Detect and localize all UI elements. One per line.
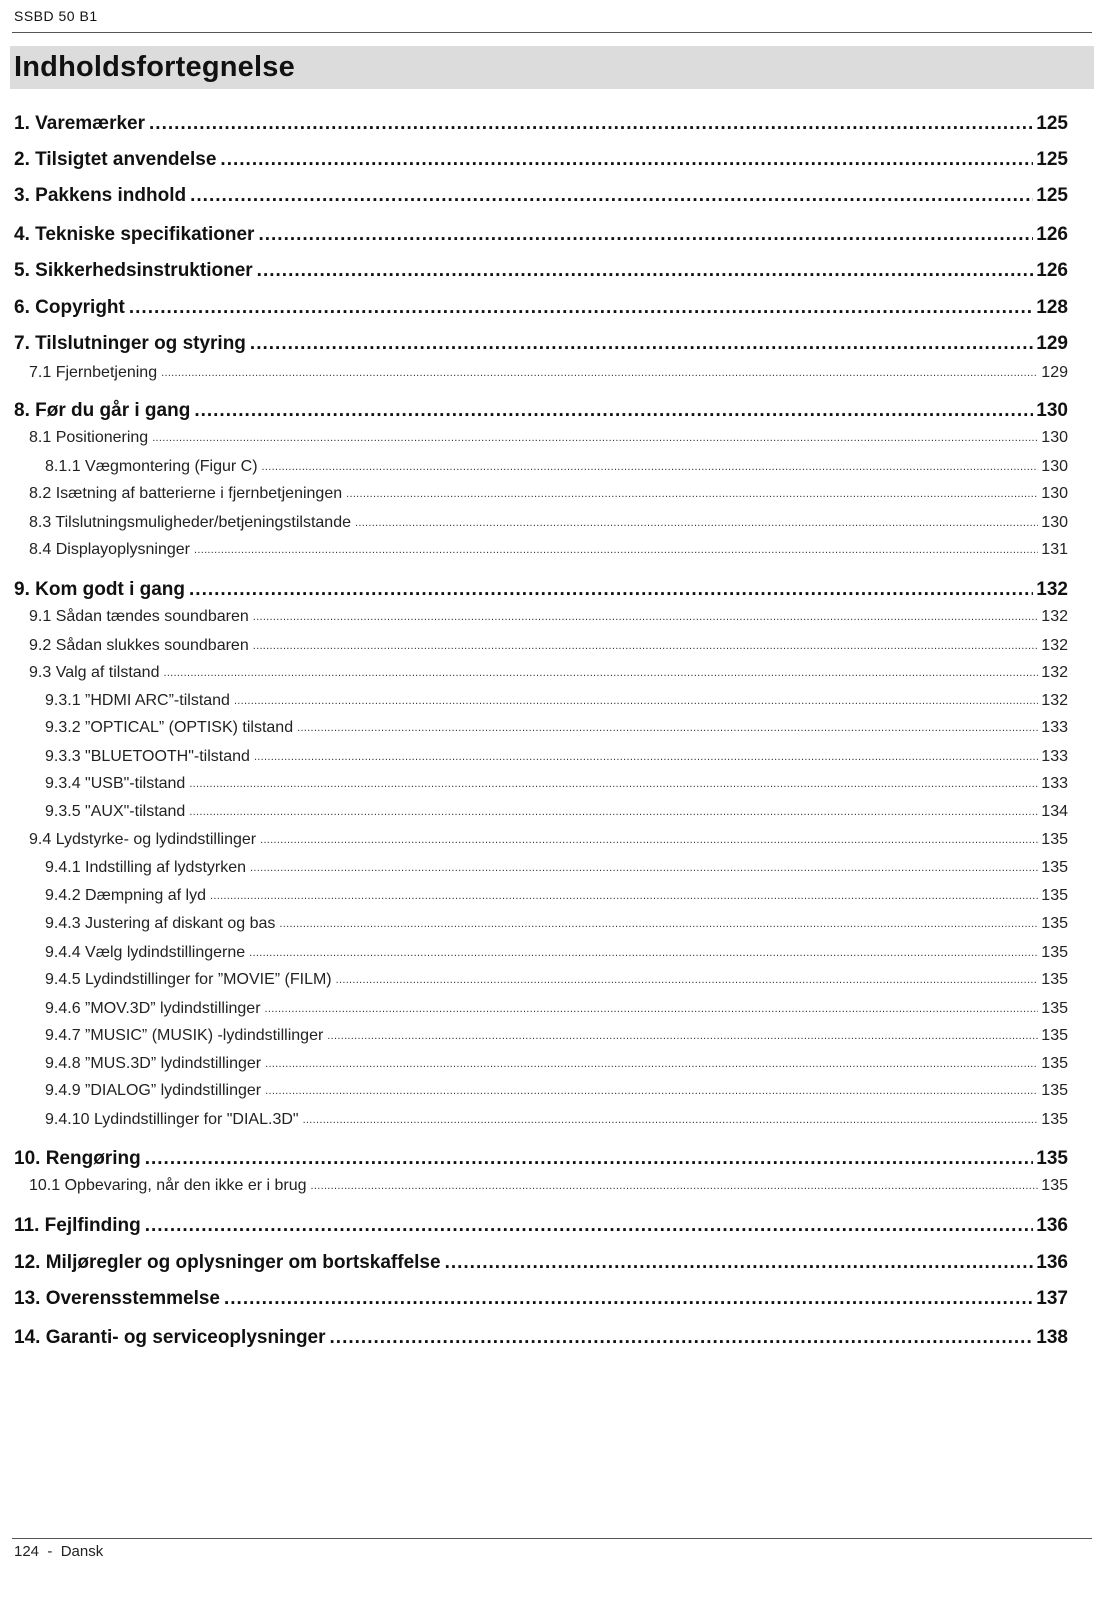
footer-language: Dansk bbox=[60, 1543, 104, 1560]
toc-entry[interactable] bbox=[45, 801, 1068, 823]
toc-entry-number: 5. bbox=[14, 260, 30, 281]
toc-entry-number: 8.3 bbox=[29, 514, 52, 531]
dot-leader bbox=[234, 690, 1038, 712]
dot-leader bbox=[145, 1148, 1034, 1170]
toc-entry-number: 12. bbox=[14, 1252, 41, 1273]
toc-entry-title: Tilslutningsmuligheder/betjeningstilstande bbox=[55, 514, 351, 531]
dot-leader bbox=[194, 400, 1033, 422]
toc-entry-label bbox=[29, 1175, 307, 1197]
toc-entry-title: ”MUSIC” (MUSIK) -lydindstillinger bbox=[85, 1027, 324, 1044]
header-divider bbox=[12, 32, 1092, 33]
toc-entry-page: 130 bbox=[1041, 458, 1068, 475]
toc-entry-number: 8.1 bbox=[29, 429, 52, 446]
toc-entry-title: Tilsigtet anvendelse bbox=[35, 149, 217, 170]
toc-entry-title: Vægmontering (Figur C) bbox=[85, 458, 258, 475]
toc-entry-label bbox=[45, 998, 261, 1020]
toc-entry-number: 7.1 bbox=[29, 364, 52, 381]
toc-entry-number: 9.2 bbox=[29, 637, 52, 654]
toc-entry-title: Fjernbetjening bbox=[55, 364, 158, 381]
page-title: Indholdsfortegnelse bbox=[14, 51, 295, 83]
toc-entry-title: Displayoplysninger bbox=[55, 541, 190, 558]
toc-entry-number: 9.4.3 bbox=[45, 915, 81, 932]
toc-entry-title: Pakkens indhold bbox=[35, 185, 187, 206]
dot-leader bbox=[250, 857, 1038, 879]
toc-entry-number: 9.4.7 bbox=[45, 1027, 81, 1044]
toc-entry-title: Kom godt i gang bbox=[35, 579, 186, 600]
toc-entry-title: Varemærker bbox=[35, 113, 146, 134]
toc-entry-number: 9.4.9 bbox=[45, 1082, 81, 1099]
dot-leader bbox=[327, 1025, 1038, 1047]
toc-entry-title: Miljøregler og oplysninger om bortskaffelse bbox=[45, 1252, 441, 1273]
toc-entry-title: "USB"-tilstand bbox=[85, 775, 186, 792]
document-code: SSBD 50 B1 bbox=[14, 8, 98, 24]
dot-leader bbox=[194, 539, 1038, 561]
toc-entry-page: 125 bbox=[1036, 113, 1068, 134]
dot-leader bbox=[265, 1053, 1038, 1075]
toc-entry-title: Sådan tændes soundbaren bbox=[55, 608, 249, 625]
toc-entry-page: 135 bbox=[1041, 944, 1068, 961]
toc-entry-label bbox=[14, 1148, 141, 1170]
toc-entry-title: Positionering bbox=[55, 429, 149, 446]
footer-page-number: 124 bbox=[14, 1543, 40, 1560]
toc-entry-title: ”OPTICAL” (OPTISK) tilstand bbox=[85, 719, 294, 736]
dot-leader bbox=[129, 297, 1033, 319]
toc-entry-page: 126 bbox=[1036, 260, 1068, 281]
toc-entry-label bbox=[29, 662, 159, 684]
toc-entry-page: 135 bbox=[1041, 887, 1068, 904]
toc-entry-title: Sikkerhedsinstruktioner bbox=[35, 260, 253, 281]
toc-entry[interactable] bbox=[29, 1175, 1068, 1197]
toc-entry-page: 135 bbox=[1041, 1111, 1068, 1128]
toc-entry-title: ”MOV.3D” lydindstillinger bbox=[85, 1000, 261, 1017]
toc-entry-number: 9.1 bbox=[29, 608, 52, 625]
toc-entry-title: Dæmpning af lyd bbox=[85, 887, 206, 904]
toc-entry[interactable] bbox=[45, 690, 1068, 712]
toc-entry-page: 130 bbox=[1036, 400, 1068, 421]
dot-leader bbox=[303, 1109, 1039, 1131]
dot-leader bbox=[189, 773, 1038, 795]
toc-entry-label bbox=[14, 149, 216, 171]
toc-entry[interactable] bbox=[45, 717, 1068, 739]
toc-entry-title: Lydstyrke- og lydindstillinger bbox=[55, 831, 257, 848]
toc-entry[interactable] bbox=[14, 1327, 1068, 1349]
toc-entry-number: 9.4.5 bbox=[45, 971, 81, 988]
toc-entry[interactable] bbox=[45, 885, 1068, 907]
toc-entry-label bbox=[29, 362, 157, 384]
toc-entry-label bbox=[45, 857, 246, 879]
toc-entry-page: 126 bbox=[1036, 224, 1068, 245]
toc-entry-label bbox=[45, 885, 206, 907]
dot-leader bbox=[330, 1327, 1034, 1349]
toc-entry-page: 130 bbox=[1041, 514, 1068, 531]
toc-entry-page: 136 bbox=[1036, 1215, 1068, 1236]
toc-entry-label bbox=[29, 635, 249, 657]
toc-entry[interactable] bbox=[29, 362, 1068, 384]
dot-leader bbox=[189, 579, 1033, 601]
toc-entry-page: 129 bbox=[1041, 364, 1068, 381]
dot-leader bbox=[210, 885, 1038, 907]
toc-entry-number: 8.1.1 bbox=[45, 458, 81, 475]
dot-leader bbox=[265, 998, 1039, 1020]
toc-entry-number: 9.4.6 bbox=[45, 1000, 81, 1017]
toc-entry-label bbox=[29, 427, 148, 449]
toc-entry-title: Lydindstillinger for ”MOVIE” (FILM) bbox=[85, 971, 332, 988]
toc-entry[interactable] bbox=[29, 662, 1068, 684]
toc-entry-number: 11. bbox=[14, 1215, 40, 1236]
toc-entry[interactable] bbox=[14, 579, 1068, 601]
toc-entry-label bbox=[29, 829, 256, 851]
toc-entry-title: Isætning af batterierne i fjernbetjeningen bbox=[55, 485, 343, 502]
dot-leader bbox=[355, 512, 1038, 534]
toc-entry-title: ”DIALOG” lydindstillinger bbox=[85, 1082, 262, 1099]
dot-leader bbox=[260, 829, 1038, 851]
toc-entry-number: 9.4.4 bbox=[45, 944, 81, 961]
toc-entry-page: 132 bbox=[1041, 608, 1068, 625]
toc-entry-page: 130 bbox=[1041, 485, 1068, 502]
toc-entry-label bbox=[14, 1252, 441, 1274]
toc-entry-number: 9.3.5 bbox=[45, 803, 81, 820]
toc-entry-page: 133 bbox=[1041, 719, 1068, 736]
toc-entry[interactable] bbox=[45, 942, 1068, 964]
toc-entry-title: Rengøring bbox=[45, 1148, 141, 1169]
dot-leader bbox=[152, 427, 1038, 449]
toc-entry[interactable] bbox=[14, 1215, 1068, 1237]
dot-leader bbox=[190, 185, 1033, 207]
toc-entry[interactable] bbox=[45, 998, 1068, 1020]
toc-entry-title: "AUX"-tilstand bbox=[85, 803, 186, 820]
dot-leader bbox=[224, 1288, 1033, 1310]
dot-leader bbox=[249, 942, 1038, 964]
toc-entry[interactable] bbox=[45, 1109, 1068, 1131]
toc-entry-number: 2. bbox=[14, 149, 30, 170]
toc-entry-label bbox=[14, 260, 253, 282]
toc-entry-page: 138 bbox=[1036, 1327, 1068, 1348]
toc-entry-label bbox=[29, 539, 190, 561]
dot-leader bbox=[163, 662, 1038, 684]
dot-leader bbox=[279, 913, 1038, 935]
toc-entry[interactable] bbox=[29, 512, 1068, 534]
toc-entry[interactable] bbox=[45, 456, 1068, 478]
toc-entry[interactable] bbox=[45, 1080, 1068, 1102]
toc-entry[interactable] bbox=[45, 969, 1068, 991]
dot-leader bbox=[254, 746, 1038, 768]
toc-entry-title: Tilslutninger og styring bbox=[35, 333, 246, 354]
toc-entry-title: Overensstemmelse bbox=[45, 1288, 220, 1309]
toc-entry-page: 132 bbox=[1041, 692, 1068, 709]
toc-entry[interactable] bbox=[14, 1288, 1068, 1310]
toc-entry-number: 10. bbox=[14, 1148, 41, 1169]
toc-entry-label bbox=[14, 185, 186, 207]
toc-entry-label bbox=[45, 690, 230, 712]
dot-leader bbox=[445, 1252, 1034, 1274]
toc-entry-page: 129 bbox=[1036, 333, 1068, 354]
toc-entry-number: 6. bbox=[14, 297, 30, 318]
toc-entry-page: 131 bbox=[1041, 541, 1068, 558]
toc-entry[interactable] bbox=[45, 746, 1068, 768]
dot-leader bbox=[189, 801, 1038, 823]
toc-entry-number: 10.1 bbox=[29, 1177, 61, 1194]
toc-entry-page: 125 bbox=[1036, 149, 1068, 170]
toc-entry-page: 135 bbox=[1041, 1027, 1068, 1044]
toc-entry[interactable] bbox=[14, 297, 1068, 319]
toc-entry-page: 133 bbox=[1041, 748, 1068, 765]
toc-entry-page: 135 bbox=[1041, 1055, 1068, 1072]
toc-entry-label bbox=[14, 224, 254, 246]
toc-entry-number: 8.2 bbox=[29, 485, 52, 502]
toc-entry-number: 8.4 bbox=[29, 541, 52, 558]
toc-entry-title: Indstilling af lydstyrken bbox=[85, 859, 247, 876]
toc-entry-label bbox=[14, 297, 125, 319]
toc-entry[interactable] bbox=[14, 400, 1068, 422]
toc-entry-page: 132 bbox=[1036, 579, 1068, 600]
toc-entry-label bbox=[14, 400, 190, 422]
dot-leader bbox=[265, 1080, 1038, 1102]
toc-entry-title: Sådan slukkes soundbaren bbox=[55, 637, 249, 654]
dot-leader bbox=[220, 149, 1033, 171]
toc-entry-page: 125 bbox=[1036, 185, 1068, 206]
toc-entry[interactable] bbox=[29, 539, 1068, 561]
toc-entry-number: 9.4.10 bbox=[45, 1111, 90, 1128]
toc-entry-title: Fejlfinding bbox=[44, 1215, 141, 1236]
dot-leader bbox=[253, 635, 1039, 657]
toc-entry-label bbox=[45, 1080, 261, 1102]
toc-entry-number: 9.3.2 bbox=[45, 719, 81, 736]
toc-entry-page: 136 bbox=[1036, 1252, 1068, 1273]
toc-entry-number: 9. bbox=[14, 579, 30, 600]
toc-entry-page: 135 bbox=[1041, 915, 1068, 932]
dot-leader bbox=[311, 1175, 1039, 1197]
toc-entry-number: 3. bbox=[14, 185, 30, 206]
toc-entry[interactable] bbox=[45, 913, 1068, 935]
toc-entry-label bbox=[45, 801, 185, 823]
toc-entry-label bbox=[29, 483, 342, 505]
toc-entry[interactable] bbox=[14, 224, 1068, 246]
toc-entry-label bbox=[29, 606, 249, 628]
toc-entry-page: 133 bbox=[1041, 775, 1068, 792]
page-footer bbox=[14, 1543, 103, 1560]
toc-entry-label bbox=[29, 512, 351, 534]
toc-entry-label bbox=[45, 942, 245, 964]
toc-entry-page: 137 bbox=[1036, 1288, 1068, 1309]
toc-entry-title: Garanti- og serviceoplysninger bbox=[45, 1327, 326, 1348]
toc-entry-title: ”MUS.3D” lydindstillinger bbox=[85, 1055, 262, 1072]
toc-entry-label bbox=[45, 1053, 261, 1075]
toc-entry-number: 13. bbox=[14, 1288, 41, 1309]
toc-entry-page: 128 bbox=[1036, 297, 1068, 318]
dot-leader bbox=[262, 456, 1039, 478]
toc-entry-number: 14. bbox=[14, 1327, 41, 1348]
toc-entry[interactable] bbox=[29, 483, 1068, 505]
toc-entry-number: 9.3.3 bbox=[45, 748, 81, 765]
dot-leader bbox=[257, 260, 1034, 282]
title-band bbox=[10, 46, 1094, 89]
toc-entry-number: 9.3 bbox=[29, 664, 52, 681]
toc-entry-title: Opbevaring, når den ikke er i brug bbox=[64, 1177, 307, 1194]
toc-entry-page: 130 bbox=[1041, 429, 1068, 446]
toc-entry-title: "BLUETOOTH"-tilstand bbox=[85, 748, 250, 765]
toc-entry-page: 135 bbox=[1036, 1148, 1068, 1169]
toc-entry-label bbox=[14, 1327, 326, 1349]
toc-entry[interactable] bbox=[14, 1252, 1068, 1274]
toc-entry-label bbox=[14, 1288, 220, 1310]
toc-entry[interactable] bbox=[14, 333, 1068, 355]
toc-entry[interactable] bbox=[14, 1148, 1068, 1170]
toc-entry-label bbox=[45, 456, 258, 478]
toc-entry-label bbox=[45, 1025, 323, 1047]
toc-entry-page: 135 bbox=[1041, 859, 1068, 876]
dot-leader bbox=[145, 1215, 1034, 1237]
dot-leader bbox=[161, 362, 1038, 384]
toc-entry-title: Lydindstillinger for "DIAL.3D" bbox=[93, 1111, 299, 1128]
toc-entry-number: 9.3.4 bbox=[45, 775, 81, 792]
toc-entry-number: 4. bbox=[14, 224, 30, 245]
toc-entry-page: 135 bbox=[1041, 831, 1068, 848]
toc-entry-page: 132 bbox=[1041, 664, 1068, 681]
footer-separator: - bbox=[47, 1543, 53, 1560]
toc-entry-page: 135 bbox=[1041, 971, 1068, 988]
toc-entry-number: 1. bbox=[14, 113, 30, 134]
toc-entry-label bbox=[45, 773, 185, 795]
toc-entry[interactable] bbox=[14, 113, 1068, 135]
dot-leader bbox=[297, 717, 1038, 739]
toc-entry-number: 9.4 bbox=[29, 831, 52, 848]
toc-entry-number: 8. bbox=[14, 400, 30, 421]
toc-entry-title: Justering af diskant og bas bbox=[85, 915, 276, 932]
toc-entry-label bbox=[45, 717, 293, 739]
toc-entry-title: Valg af tilstand bbox=[55, 664, 160, 681]
toc-entry[interactable] bbox=[14, 185, 1068, 207]
toc-entry[interactable] bbox=[45, 1025, 1068, 1047]
toc-entry-number: 9.4.8 bbox=[45, 1055, 81, 1072]
toc-entry-title: ”HDMI ARC”-tilstand bbox=[85, 692, 230, 709]
dot-leader bbox=[250, 333, 1033, 355]
toc-entry-page: 132 bbox=[1041, 637, 1068, 654]
toc-entry-number: 9.4.1 bbox=[45, 859, 81, 876]
toc-entry-page: 135 bbox=[1041, 1177, 1068, 1194]
toc-entry[interactable] bbox=[45, 773, 1068, 795]
dot-leader bbox=[253, 606, 1039, 628]
toc-entry-title: Vælg lydindstillingerne bbox=[85, 944, 246, 961]
toc-entry[interactable] bbox=[45, 1053, 1068, 1075]
toc-entry-number: 9.4.2 bbox=[45, 887, 81, 904]
toc-entry-label bbox=[45, 969, 332, 991]
toc-entry-label bbox=[45, 746, 250, 768]
toc-entry[interactable] bbox=[45, 857, 1068, 879]
toc-entry-page: 135 bbox=[1041, 1082, 1068, 1099]
toc-entry-label bbox=[14, 1215, 141, 1237]
toc-entry-number: 9.3.1 bbox=[45, 692, 81, 709]
toc-entry[interactable] bbox=[29, 606, 1068, 628]
toc-entry-label bbox=[45, 913, 275, 935]
toc-entry-page: 135 bbox=[1041, 1000, 1068, 1017]
toc-entry-label bbox=[45, 1109, 299, 1131]
toc-entry[interactable] bbox=[29, 829, 1068, 851]
dot-leader bbox=[346, 483, 1038, 505]
toc-entry-title: Tekniske specifikationer bbox=[35, 224, 255, 245]
toc-entry-page: 134 bbox=[1041, 803, 1068, 820]
toc-entry-number: 7. bbox=[14, 333, 30, 354]
toc-entry-label bbox=[14, 579, 185, 601]
toc-entry-label bbox=[14, 113, 145, 135]
footer-divider bbox=[12, 1538, 1092, 1539]
toc-entry-title: Før du går i gang bbox=[35, 400, 191, 421]
toc-entry[interactable] bbox=[14, 149, 1068, 171]
toc-entry[interactable] bbox=[14, 260, 1068, 282]
toc-entry[interactable] bbox=[29, 427, 1068, 449]
toc-entry-title: Copyright bbox=[35, 297, 125, 318]
dot-leader bbox=[258, 224, 1033, 246]
toc-entry[interactable] bbox=[29, 635, 1068, 657]
dot-leader bbox=[149, 113, 1033, 135]
toc-entry-label bbox=[14, 333, 246, 355]
dot-leader bbox=[336, 969, 1039, 991]
